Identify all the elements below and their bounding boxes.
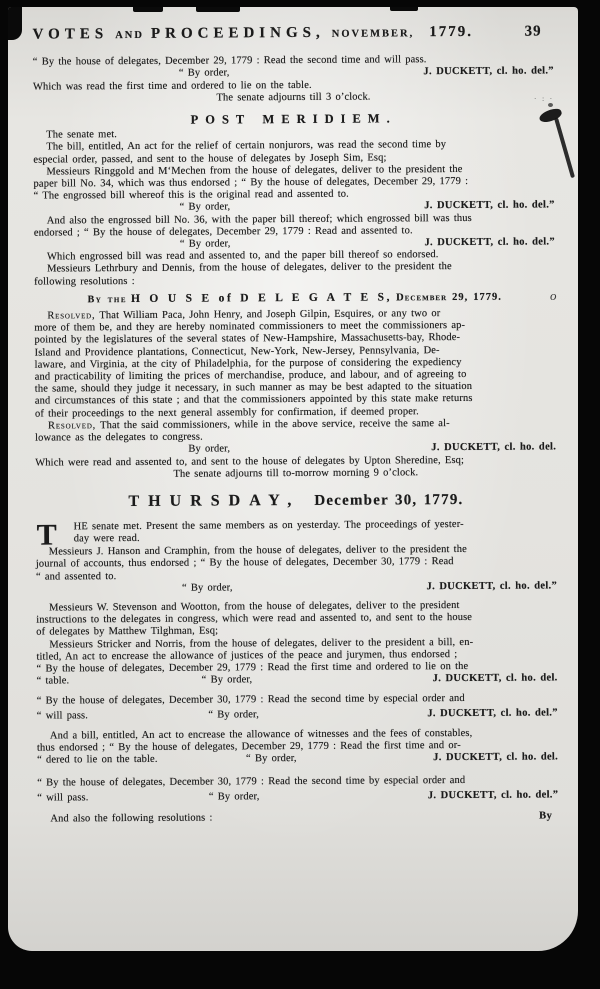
ink-specks: · : · [534, 95, 555, 103]
resolved-lead: Resolved, [47, 420, 97, 432]
by-order-label: “ By order, [208, 790, 260, 803]
header-month: NOVEMBER, [331, 28, 415, 40]
scan-edge-mark [133, 7, 163, 12]
running-header [33, 25, 554, 42]
text-line: and practicability of limiting the prices of merchandise, produce, and labour, and of agreeing to [34, 369, 467, 383]
clerk-signature: J. DUCKETT, cl. ho. del.” [426, 580, 558, 592]
text-line-body: That William Paca, John Henry, and Joseph Gilpin, Esquires, or any two or [95, 308, 441, 322]
by-order-label: “ By order, [181, 582, 233, 594]
ink-speck [548, 103, 553, 107]
text-line: thus endorsed ; “ By the house of delegates, December 29, 1779 : Read the first time and or- [36, 739, 461, 754]
text-line: day were read. [73, 533, 140, 545]
text-line: Messieurs Ringgold and M‘Mechen from the house of delegates, deliver to the president the [46, 163, 463, 178]
text-line: of delegates by Matthew Tilghman, Esq; [36, 625, 219, 638]
by-order-row [37, 673, 558, 688]
resolved-lead: Resolved, [47, 310, 96, 322]
clerk-signature: J. DUCKETT, cl. ho. del. [433, 751, 559, 764]
house-of-delegates-heading [34, 290, 555, 306]
text-line: endorsed ; “ By the house of delegates, December 29, 1779 : Read and assented to. [33, 225, 413, 239]
header-title-and: AND [115, 29, 144, 42]
text-line: especial order, passed, and sent to the house of delegates by Joseph Sim, Esq; [33, 152, 387, 166]
heading-house-of-delegates: H O U S E of D E L E G A T E S, [130, 291, 393, 305]
text-line: following resolutions : [34, 275, 135, 288]
post-meridiem-heading: POST MERIDIEM. [190, 111, 397, 127]
text-line: And also the engrossed bill No. 36, with the paper bill thereof; which engrossed bill was thus [46, 212, 472, 227]
clerk-signature: J. DUCKETT, cl. ho. del.” [427, 706, 558, 719]
text-line: more of them be, and they are hereby nominated commissioners to meet the commissioners ap- [34, 320, 466, 334]
clerk-signature: J. DUCKETT, cl. ho. del.” [423, 65, 554, 78]
text-line: Which engrossed bill was read and assented to, and the paper bill thereof so endorsed. [46, 249, 439, 263]
document-body [33, 54, 559, 826]
text-line: Messieurs W. Stevenson and Wootton, from the house of delegates, deliver to the president [49, 599, 460, 614]
text-line: The bill, entitled, An act for the relief of certain nonjurors, was read the second time by [46, 139, 447, 153]
by-order-label: “ By order, [208, 708, 260, 721]
clerk-signature: J. DUCKETT, cl. ho. del.” [424, 199, 555, 212]
text-line: And also the following resolutions : [50, 812, 213, 825]
scan-edge-mark [390, 7, 418, 11]
header-title-proceedings: PROCEEDINGS, [150, 24, 325, 42]
by-order-label: “ By order, [179, 201, 231, 214]
text-line: laware, and Virginia, at the city of Philadelphia, for the purpose of considering the expediency [34, 356, 462, 371]
page-content [33, 19, 559, 825]
by-order-label: “ By order, [179, 238, 231, 250]
row-left-text: “ will pass. [37, 791, 89, 804]
text-line-body: That the said commissioners, while in the above service, receive the same al- [96, 417, 450, 432]
text-line: “ By the house of delegates, December 30, 1779 : Read the second time by especial order and [36, 693, 465, 707]
text-line: titled, An act to encrease the allowance of justices of the peace and jurymen, thus endorsed ; [36, 648, 458, 663]
text-line: Messieurs Lethrbury and Dennis, from the house of delegates, deliver to the president the [47, 261, 452, 275]
text-line: the same, should they judge it necessary, in such manner as may be best adapted to the situation [34, 381, 473, 395]
text-line: “ By the house of delegates, December 29, 1779 : Read the first time and ordered to lie on the [36, 660, 469, 675]
handwritten-mark: o [550, 288, 557, 303]
row-left-text: “ dered to lie on the table. [37, 754, 158, 766]
text-line: Which was read the first time and ordered to lie on the table. [32, 79, 312, 93]
by-order-label: “ By order, [245, 753, 297, 765]
scan-edge-mark [196, 7, 240, 12]
row-left-text: “ will pass. [36, 709, 89, 722]
text-line: “ By the house of delegates, December 29, 1779 : Read the second time and will pass. [32, 54, 427, 68]
scan-corner-blot [8, 7, 22, 40]
catchword-row [37, 810, 558, 825]
text-line: paper bill No. 34, which was thus endorsed ; “ By the house of delegates, December 29, 1779 : [33, 175, 469, 190]
by-order-row [36, 580, 557, 595]
text-line: lowance as the delegates to congress. [35, 431, 203, 444]
text-line: HE senate met. Present the same members as on yesterday. The proceedings of yester- [73, 519, 464, 533]
by-order-label: By order, [188, 443, 231, 455]
text-line: journal of accounts, thus endorsed ; “ By the house of delegates, December 30, 1779 : Read [35, 556, 454, 570]
text-line: “ The engrossed bill whereof this is the original read and assented to. [33, 188, 349, 202]
text-line: “ and assented to. [35, 570, 117, 583]
text-line: Island and Providence plantations, Connecticut, New-York, New-Jersey, Pennsylvania, De- [34, 344, 440, 359]
page-number: 39 [524, 23, 542, 40]
thursday-heading [35, 493, 556, 510]
row-left-text: “ table. [36, 675, 70, 687]
heading-by-the: By the [87, 293, 128, 306]
dropcap-letter: T [36, 518, 57, 552]
document-page [8, 7, 578, 951]
text-line: Messieurs J. Hanson and Cramphin, from the house of delegates, deliver to the president the [48, 544, 467, 558]
by-order-label: “ By order, [201, 674, 253, 686]
catchword: By [539, 810, 553, 822]
centered-line: The senate adjourns till 3 o’clock. [216, 91, 371, 104]
text-line: Which were read and assented to, and sent to the house of delegates by Upton Sheredine, Esq; [35, 454, 465, 469]
heading-day-name: THURSDAY, [128, 491, 301, 510]
text-line: The senate met. [46, 129, 118, 141]
text-line: of their proceedings to the next general assembly for confirmation, if deemed proper. [34, 405, 419, 420]
text-line: instructions to the delegates in congress, which were read and assented to, and sent to the house [36, 612, 473, 626]
clerk-signature: J. DUCKETT, cl. ho. del.” [427, 788, 559, 801]
ink-smudge-tail [554, 117, 575, 178]
heading-date: December 29, 1779. [396, 291, 502, 304]
text-line: and circumstances of this state ; and that the commissioners appointed by this state make returns [34, 393, 473, 408]
by-order-label: “ By order, [178, 67, 230, 80]
clerk-signature: J. DUCKETT, cl. ho. del. [431, 441, 557, 454]
text-line: pointed by the legislatures of the several states of New-Hampshire, Massachusetts-bay, Rhode- [34, 332, 461, 347]
centered-line: The senate adjourns till to-morrow morning 9 o’clock. [173, 466, 419, 480]
text-line: “ By the house of delegates, December 30, 1779 : Read the second time by especial order and [37, 775, 466, 789]
by-order-row [37, 789, 558, 804]
by-order-row [37, 752, 558, 767]
text-line: And a bill, entitled, An act to encrease the allowance of witnesses and the fees of constables, [49, 727, 473, 742]
clerk-signature: J. DUCKETT, cl. ho. del. [432, 672, 558, 685]
clerk-signature: J. DUCKETT, cl. ho. del.” [424, 236, 555, 249]
header-year: 1779. [429, 23, 473, 41]
by-order-row [37, 707, 558, 722]
header-title-votes: VOTES [32, 26, 109, 43]
heading-day-date: December 30, 1779. [314, 491, 464, 509]
text-line: Messieurs Stricker and Norris, from the house of delegates, deliver to the president a bill, en- [49, 636, 474, 651]
